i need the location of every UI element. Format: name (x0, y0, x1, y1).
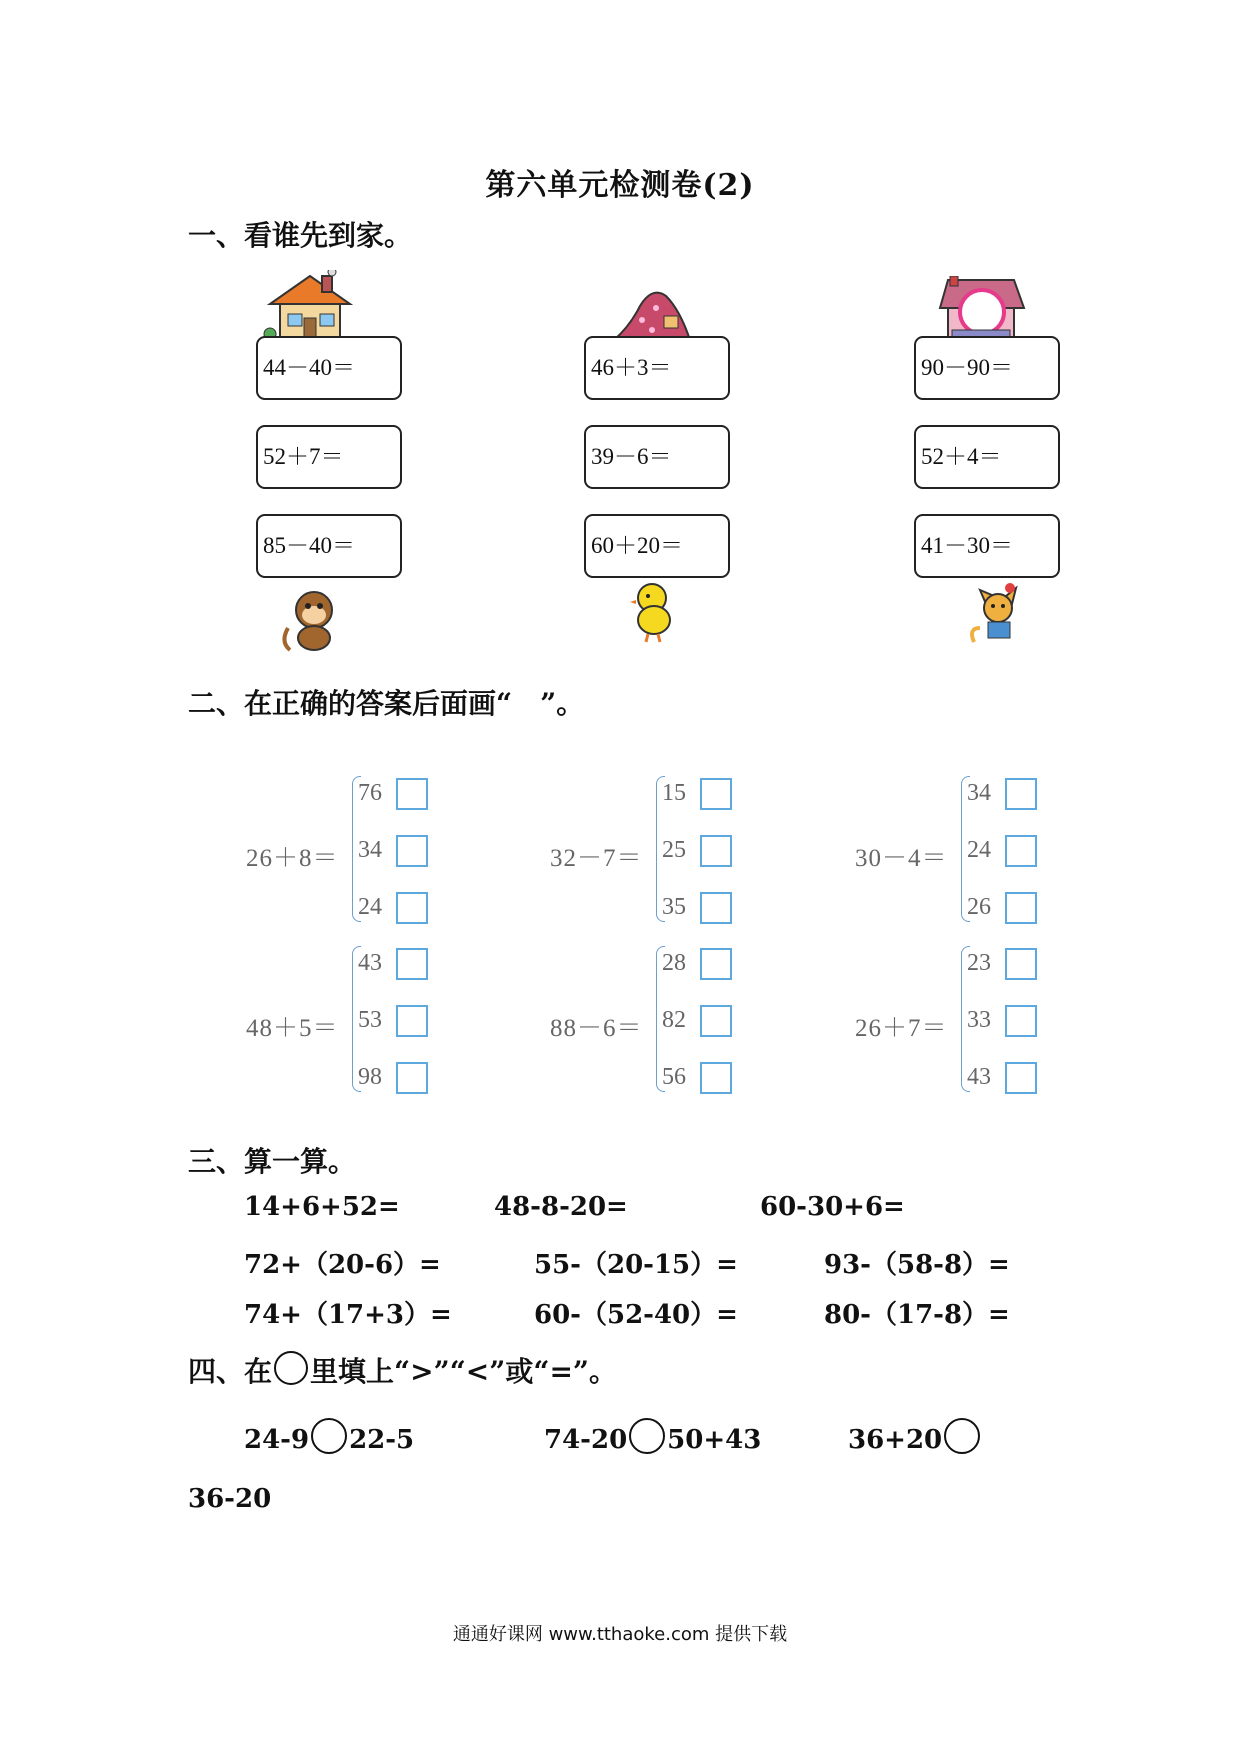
compare-item (244, 1418, 414, 1455)
answer-checkbox[interactable] (1005, 778, 1037, 810)
calc-expression: 14+6+52= (244, 1192, 400, 1222)
answer-option: 25 (662, 837, 686, 863)
calc-expression: 60-（52-40）= (534, 1300, 738, 1330)
pink-house-icon (936, 276, 1026, 344)
equation-box: 90－90＝ (914, 336, 1060, 400)
answer-checkbox[interactable] (396, 948, 428, 980)
footer: 通通好课网 www.tthaoke.com 提供下载 (452, 1624, 788, 1645)
compare-right: 50+43 (667, 1425, 762, 1455)
equation-box: 41－30＝ (914, 514, 1060, 578)
equation-box: 46＋3＝ (584, 336, 730, 400)
answer-checkbox[interactable] (396, 892, 428, 924)
calc-expression: 55-（20-15）= (534, 1250, 738, 1280)
compare-left: 74-20 (544, 1425, 628, 1455)
page-title: 第六单元检测卷(2) (485, 168, 755, 203)
answer-option: 82 (662, 1007, 686, 1033)
calc-expression: 74+（17+3）= (244, 1300, 452, 1330)
section4-heading-pre: 四、在 (188, 1355, 273, 1388)
answer-checkbox[interactable] (700, 1062, 732, 1094)
problem-equation: 26＋7＝ (855, 1015, 948, 1042)
answer-checkbox[interactable] (1005, 948, 1037, 980)
equation-box: 52＋4＝ (914, 425, 1060, 489)
circle-icon (274, 1351, 308, 1385)
calc-expression: 80-（17-8）= (824, 1300, 1010, 1330)
answer-option: 33 (967, 1007, 991, 1033)
answer-option: 15 (662, 780, 686, 806)
problem-equation: 26＋8＝ (246, 845, 339, 872)
answer-checkbox[interactable] (396, 835, 428, 867)
answer-checkbox[interactable] (396, 1062, 428, 1094)
answer-checkbox[interactable] (1005, 892, 1037, 924)
compare-left: 36+20 (848, 1425, 943, 1455)
answer-checkbox[interactable] (700, 835, 732, 867)
compare-left: 24-9 (244, 1425, 310, 1455)
problem-equation: 48＋5＝ (246, 1015, 339, 1042)
answer-checkbox[interactable] (700, 1005, 732, 1037)
monkey-icon (280, 588, 350, 652)
equation-box: 39－6＝ (584, 425, 730, 489)
answer-option: 24 (358, 894, 382, 920)
answer-checkbox[interactable] (1005, 1062, 1037, 1094)
problem-equation: 88－6＝ (550, 1015, 643, 1042)
cat-icon (966, 582, 1030, 650)
answer-option: 24 (967, 837, 991, 863)
section4-heading-post: 里填上“>”“<”或“=”。 (310, 1355, 618, 1388)
answer-circle[interactable] (311, 1418, 347, 1454)
answer-checkbox[interactable] (700, 948, 732, 980)
equation-box: 44－40＝ (256, 336, 402, 400)
answer-option: 23 (967, 950, 991, 976)
calc-expression: 72+（20-6）= (244, 1250, 441, 1280)
calc-expression: 48-8-20= (494, 1192, 628, 1222)
calc-expression: 60-30+6= (760, 1192, 905, 1222)
compare-item (848, 1418, 982, 1455)
answer-option: 43 (967, 1064, 991, 1090)
answer-checkbox[interactable] (1005, 835, 1037, 867)
answer-option: 56 (662, 1064, 686, 1090)
answer-option: 34 (967, 780, 991, 806)
answer-option: 98 (358, 1064, 382, 1090)
answer-circle[interactable] (944, 1418, 980, 1454)
answer-option: 28 (662, 950, 686, 976)
answer-option: 34 (358, 837, 382, 863)
equation-box: 60＋20＝ (584, 514, 730, 578)
answer-option: 43 (358, 950, 382, 976)
answer-checkbox[interactable] (1005, 1005, 1037, 1037)
answer-option: 35 (662, 894, 686, 920)
section2-heading: 二、在正确的答案后面画“ ”。 (188, 687, 585, 720)
problem-equation: 32－7＝ (550, 845, 643, 872)
answer-checkbox[interactable] (700, 892, 732, 924)
answer-option: 53 (358, 1007, 382, 1033)
answer-option: 76 (358, 780, 382, 806)
answer-checkbox[interactable] (700, 778, 732, 810)
answer-option: 26 (967, 894, 991, 920)
answer-checkbox[interactable] (396, 1005, 428, 1037)
compare-wrap: 36-20 (188, 1484, 272, 1514)
compare-item (544, 1418, 761, 1455)
compare-right: 22-5 (349, 1425, 415, 1455)
house-icon (262, 270, 358, 342)
calc-expression: 93-（58-8）= (824, 1250, 1010, 1280)
rock-house-icon (610, 286, 694, 342)
problem-equation: 30－4＝ (855, 845, 948, 872)
section1-heading: 一、看谁先到家。 (188, 219, 413, 252)
answer-circle[interactable] (629, 1418, 665, 1454)
equation-box: 85－40＝ (256, 514, 402, 578)
section3-heading: 三、算一算。 (188, 1145, 357, 1178)
equation-box: 52＋7＝ (256, 425, 402, 489)
chick-icon (628, 580, 678, 644)
answer-checkbox[interactable] (396, 778, 428, 810)
section4-heading (188, 1350, 617, 1390)
